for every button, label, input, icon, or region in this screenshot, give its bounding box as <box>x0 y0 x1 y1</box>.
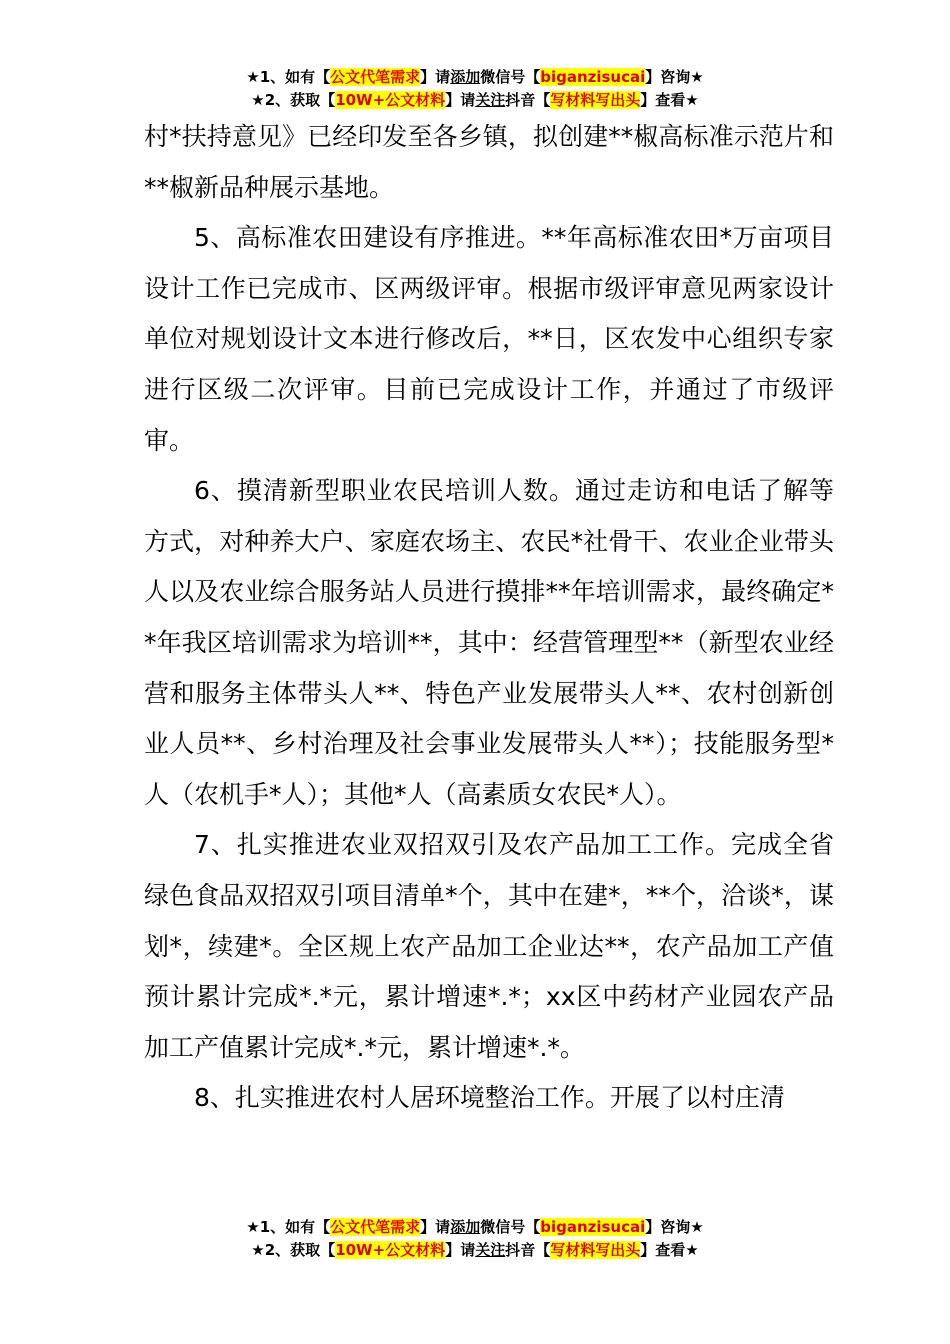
banner-highlight: 写材料写出头 <box>550 91 641 109</box>
footer-banner <box>0 1216 950 1262</box>
banner-underlined-text: 添加 <box>450 68 481 86</box>
banner-text: 微信号【 <box>480 1218 541 1236</box>
header-banner-line-2 <box>0 89 950 112</box>
banner-highlight: 10W+公文材料 <box>335 91 446 109</box>
banner-highlight: 10W+公文材料 <box>335 1241 446 1259</box>
paragraph-7: 7、扎实推进农业双招双引及农产品加工工作。完成全省绿色食品双招双引项目清单*个，其中在建*，**个，洽谈*，谋划*，续建*。全区规上农产品加工企业达**，农产品加工产值预计累计完成*.*元，累计增速*.*；xx区中药材产业园农产品加工产值累计完成*.*元，累计增速*.*。 <box>144 830 834 1062</box>
banner-highlight: 公文代笔需求 <box>330 1218 421 1236</box>
banner-prefix: ★2、获取【 <box>251 1241 336 1259</box>
banner-text: 】请 <box>420 1218 451 1236</box>
banner-text: 微信号【 <box>480 68 541 86</box>
paragraph-6: 6、摸清新型职业农民培训人数。通过走访和电话了解等方式，对种养大户、家庭农场主、农民*社骨干、农业企业带头人以及农业综合服务站人员进行摸排**年培训需求，最终确定**年我区培训需求为培训**，其中：经营管理型**（新型农业经营和服务主体带头人**、特色产业发展带头人**、农村创新创业人员**、乡村治理及社会事业发展带头人**）；技能服务型*人（农机手*人）；其他*人（高素质女农民*人）。 <box>144 476 834 809</box>
footer-banner-line-1 <box>0 1216 950 1239</box>
banner-text: 抖音【 <box>505 1241 551 1259</box>
banner-highlight: 写材料写出头 <box>550 1241 641 1259</box>
paragraph-8: 8、扎实推进农村人居环境整治工作。开展了以村庄清 <box>194 1083 785 1113</box>
banner-highlight: biganzisucai <box>540 1218 646 1236</box>
document-body <box>144 112 834 1124</box>
banner-prefix: ★1、如有【 <box>246 68 331 86</box>
banner-suffix: 】咨询★ <box>645 1218 704 1236</box>
banner-underlined-text: 关注 <box>475 1241 506 1259</box>
banner-text: 抖音【 <box>505 91 551 109</box>
banner-underlined-text: 关注 <box>475 91 506 109</box>
banner-underlined-text: 添加 <box>450 1218 481 1236</box>
banner-suffix: 】咨询★ <box>645 68 704 86</box>
banner-highlight: biganzisucai <box>540 68 646 86</box>
banner-text: 】请 <box>445 91 476 109</box>
banner-suffix: 】查看★ <box>640 1241 699 1259</box>
footer-banner-line-2 <box>0 1239 950 1262</box>
banner-prefix: ★2、获取【 <box>251 91 336 109</box>
banner-text: 】请 <box>445 1241 476 1259</box>
banner-text: 】请 <box>420 68 451 86</box>
header-banner <box>0 66 950 112</box>
banner-highlight: 公文代笔需求 <box>330 68 421 86</box>
banner-suffix: 】查看★ <box>640 91 699 109</box>
banner-prefix: ★1、如有【 <box>246 1218 331 1236</box>
paragraph-5: 5、高标准农田建设有序推进。**年高标准农田*万亩项目设计工作已完成市、区两级评审。根据市级评审意见两家设计单位对规划设计文本进行修改后，**日，区农发中心组织专家进行区级二次评审。目前已完成设计工作，并通过了市级评审。 <box>144 223 834 455</box>
header-banner-line-1 <box>0 66 950 89</box>
paragraph-continued: 村*扶持意见》已经印发至各乡镇，拟创建**椒高标准示范片和**椒新品种展示基地。 <box>144 122 834 202</box>
